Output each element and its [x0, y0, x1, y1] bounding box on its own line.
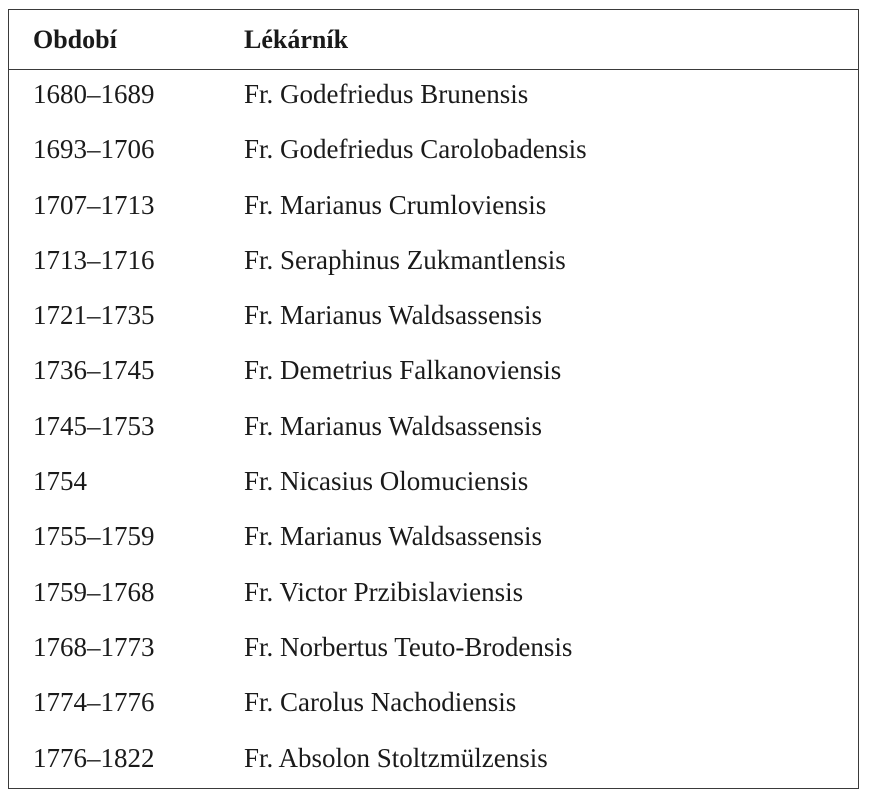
- table-row: [9, 734, 858, 789]
- pharmacist-cell: Fr. Godefriedus Carolobadensis: [244, 134, 587, 165]
- period-cell: 1721–1735: [33, 300, 155, 331]
- table-row: [9, 70, 858, 125]
- table-row: [9, 402, 858, 457]
- pharmacist-cell: Fr. Seraphinus Zukmantlensis: [244, 244, 566, 275]
- period-cell: 1693–1706: [33, 134, 155, 165]
- pharmacist-cell: Fr. Marianus Waldsassensis: [244, 410, 543, 441]
- header-pharmacist: Lékárník: [244, 25, 349, 54]
- table-row: [9, 457, 858, 512]
- period-cell: 1768–1773: [33, 631, 155, 662]
- period-cell: 1755–1759: [33, 521, 155, 552]
- table-row: [9, 181, 858, 236]
- pharmacist-cell: Fr. Marianus Waldsassensis: [244, 300, 543, 331]
- table-row: [9, 346, 858, 401]
- pharmacist-cell: Fr. Godefriedus Brunensis: [244, 79, 529, 109]
- pharmacist-table: [8, 9, 859, 789]
- table-body: [9, 70, 858, 789]
- table-row: [9, 236, 858, 291]
- header-period: Období: [33, 25, 117, 54]
- pharmacist-cell: Fr. Demetrius Falkanoviensis: [244, 355, 562, 386]
- period-cell: 1680–1689: [33, 79, 155, 109]
- pharmacist-cell: Fr. Nicasius Olomuciensis: [244, 466, 529, 497]
- pharmacist-cell: Fr. Absolon Stoltzmülzensis: [244, 742, 548, 773]
- period-cell: 1745–1753: [33, 410, 155, 441]
- pharmacist-cell: Fr. Marianus Crumloviensis: [244, 189, 547, 220]
- pharmacist-cell: Fr. Norbertus Teuto-Brodensis: [244, 631, 573, 662]
- period-cell: 1774–1776: [33, 687, 155, 718]
- period-cell: 1707–1713: [33, 189, 155, 220]
- pharmacist-cell: Fr. Carolus Nachodiensis: [244, 687, 517, 718]
- table-row: [9, 568, 858, 623]
- table-row: [9, 125, 858, 180]
- table-row: [9, 512, 858, 567]
- table-row: [9, 678, 858, 733]
- table-row: [9, 623, 858, 678]
- period-cell: 1759–1768: [33, 576, 155, 607]
- period-cell: 1736–1745: [33, 355, 155, 386]
- period-cell: 1713–1716: [33, 244, 155, 275]
- pharmacist-cell: Fr. Marianus Waldsassensis: [244, 521, 543, 552]
- table-header-row: [9, 10, 858, 70]
- period-cell: 1754: [33, 466, 87, 497]
- pharmacist-cell: Fr. Victor Przibislaviensis: [244, 576, 524, 607]
- table-row: [9, 291, 858, 346]
- period-cell: 1776–1822: [33, 742, 155, 773]
